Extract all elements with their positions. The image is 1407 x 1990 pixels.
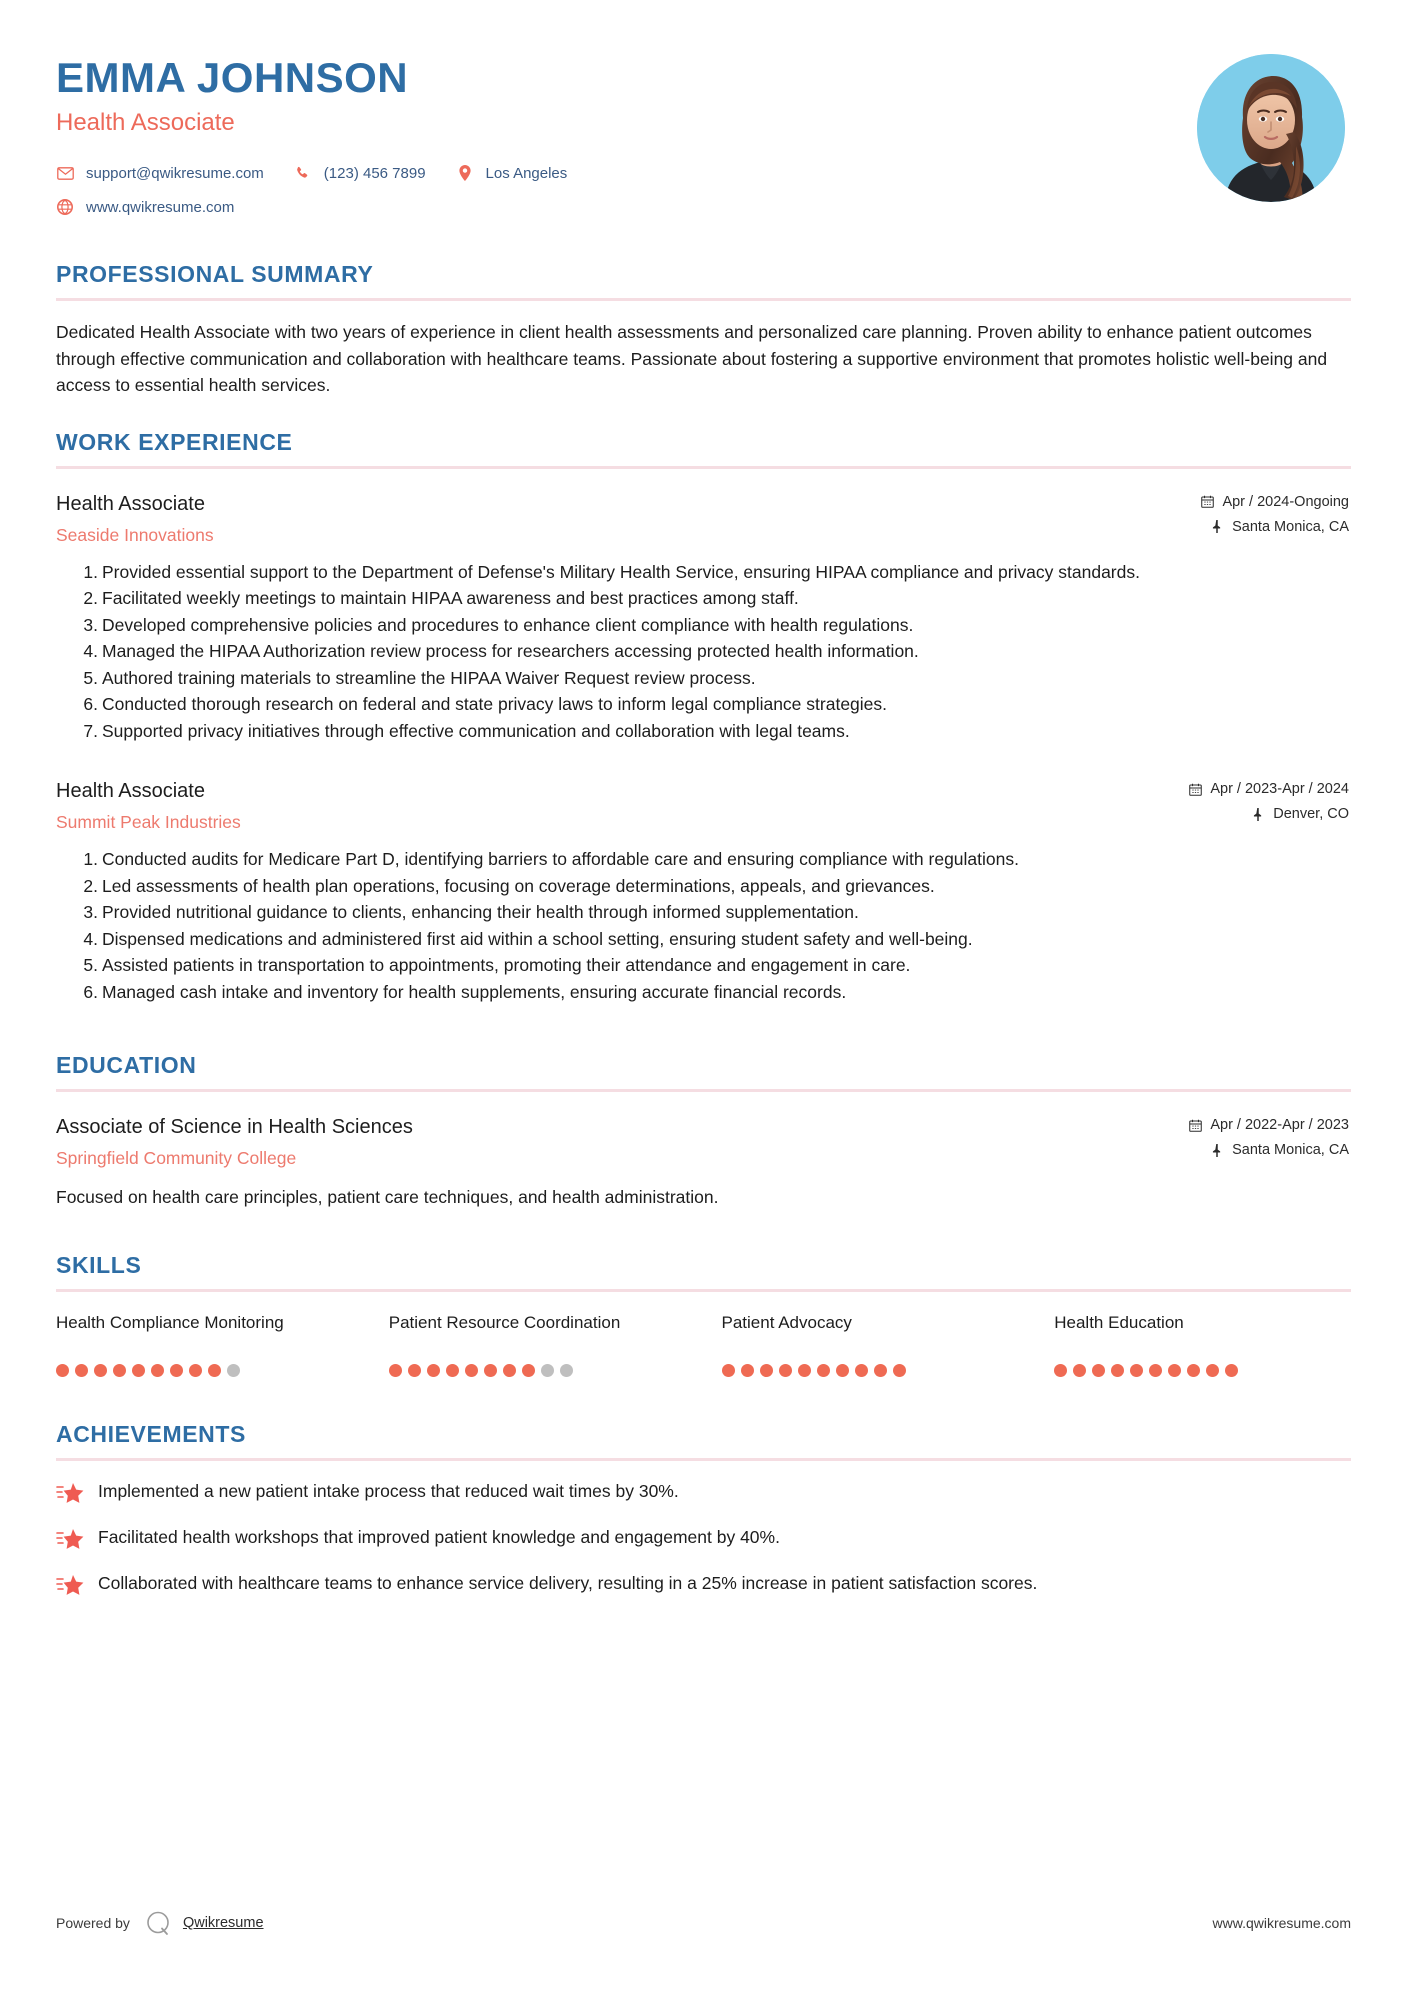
rating-dot-filled	[170, 1364, 183, 1377]
rating-dot-filled	[94, 1364, 107, 1377]
rating-dot-filled	[208, 1364, 221, 1377]
job-role-subtitle: Health Associate	[56, 109, 235, 137]
experience-location	[1188, 806, 1349, 822]
skill-rating-dots	[389, 1364, 686, 1377]
rating-dot-filled	[132, 1364, 145, 1377]
contact-location	[456, 164, 568, 182]
section-title-education: EDUCATION	[56, 1052, 197, 1079]
experience-dates	[1200, 494, 1349, 510]
resume-header	[56, 0, 1351, 231]
experience-bullet: Assisted patients in transportation to appointments, promoting their attendance and engagement in care.	[102, 955, 911, 976]
achievement-text: Facilitated health workshops that improved patient knowledge and engagement by 40%.	[98, 1527, 780, 1548]
education-dates	[1188, 1117, 1349, 1133]
map-pin-icon	[1210, 1143, 1224, 1157]
skill-label: Patient Advocacy	[721, 1313, 852, 1333]
summary-text: Dedicated Health Associate with two years of experience in client health assessments and personalized care planning. Proven ability to enhance patient outcomes through effective communication and collaboration with healthcare teams. Passionate about fostering a supportive environment that promotes holistic well-being and access to essential health services.	[56, 322, 1328, 396]
experience-bullet: Managed cash intake and inventory for health supplements, ensuring accurate financial records.	[102, 981, 847, 1002]
calendar-icon	[1200, 495, 1214, 509]
experience-bullet: Provided nutritional guidance to clients, enhancing their health through informed supplementation.	[102, 902, 859, 923]
profile-photo-graphic	[1197, 54, 1345, 202]
education-entry-header	[56, 1114, 1351, 1170]
rating-dot-filled	[151, 1364, 164, 1377]
calendar-icon	[1188, 1118, 1202, 1132]
section-divider	[56, 1458, 1351, 1461]
section-work-experience	[56, 429, 1351, 1007]
rating-dot-filled	[836, 1364, 849, 1377]
rating-dot-filled	[465, 1364, 478, 1377]
rating-dot-filled	[760, 1364, 773, 1377]
rating-dot-filled	[389, 1364, 402, 1377]
section-divider	[56, 298, 1351, 301]
rating-dot-filled	[1187, 1364, 1200, 1377]
experience-bullet: Supported privacy initiatives through effective communication and collaboration with legal teams.	[102, 720, 850, 741]
rating-dot-filled	[1130, 1364, 1143, 1377]
rating-dot-filled	[817, 1364, 830, 1377]
globe-icon	[56, 198, 74, 216]
rating-dot-empty	[541, 1364, 554, 1377]
experience-dates	[1188, 781, 1349, 797]
contact-email-text: support@qwikresume.com	[86, 164, 264, 182]
education-location-text: Santa Monica, CA	[1232, 1142, 1349, 1159]
experience-bullet: Dispensed medications and administered first aid within a school setting, ensuring student safety and well-being.	[102, 928, 973, 949]
qwikresume-logo-icon	[144, 1908, 174, 1938]
header-text-block	[56, 52, 1197, 231]
section-title-experience: WORK EXPERIENCE	[56, 428, 293, 455]
rating-dot-filled	[874, 1364, 887, 1377]
calendar-icon	[1188, 782, 1202, 796]
contact-phone-text: (123) 456 7899	[323, 164, 426, 182]
rating-dot-filled	[1149, 1364, 1162, 1377]
footer-powered-by	[56, 1908, 264, 1938]
experience-entry-header	[56, 778, 1351, 834]
rating-dot-filled	[522, 1364, 535, 1377]
experience-company: Seaside Innovations	[56, 524, 214, 545]
achievements-list	[56, 1479, 1351, 1598]
experience-bullet: Conducted thorough research on federal and state privacy laws to inform legal compliance strategies.	[102, 694, 888, 715]
skill-label: Patient Resource Coordination	[388, 1313, 621, 1333]
rating-dot-filled	[855, 1364, 868, 1377]
experience-dates-text: Apr / 2023-Apr / 2024	[1210, 781, 1349, 798]
contact-phone[interactable]	[294, 164, 426, 182]
map-pin-icon	[1210, 520, 1224, 534]
achievement-item	[56, 1571, 1351, 1598]
rating-dot-filled	[1206, 1364, 1219, 1377]
experience-bullet: Led assessments of health plan operations, focusing on coverage determinations, appeals, and grievances.	[102, 875, 935, 896]
rating-dot-filled	[56, 1364, 69, 1377]
experience-bullet: Authored training materials to streamline the HIPAA Waiver Request review process.	[102, 667, 756, 688]
skill-rating-dots	[56, 1364, 353, 1377]
section-achievements	[56, 1421, 1351, 1617]
experience-job-title: Health Associate	[56, 780, 205, 803]
achievement-item	[56, 1525, 1351, 1552]
achievement-item	[56, 1479, 1351, 1506]
experience-bullet: Managed the HIPAA Authorization review process for researchers accessing protected health information.	[102, 641, 919, 662]
achievement-text: Collaborated with healthcare teams to enhance service delivery, resulting in a 25% increase in patient satisfaction scores.	[98, 1573, 1038, 1594]
skill-item	[56, 1312, 353, 1377]
skill-rating-dots	[1054, 1364, 1351, 1377]
experience-bullet: Facilitated weekly meetings to maintain HIPAA awareness and best practices among staff.	[102, 588, 799, 609]
contact-website[interactable]	[56, 198, 234, 216]
rating-dot-filled	[1073, 1364, 1086, 1377]
achievement-text: Implemented a new patient intake process that reduced wait times by 30%.	[98, 1481, 679, 1502]
education-description: Focused on health care principles, patient care techniques, and health administration.	[56, 1187, 719, 1208]
location-pin-icon	[456, 164, 474, 182]
experience-entry	[56, 491, 1351, 745]
experience-entry-left	[56, 778, 1188, 834]
rating-dot-filled	[446, 1364, 459, 1377]
section-professional-summary	[56, 261, 1351, 399]
section-education	[56, 1052, 1351, 1210]
footer-brand-link[interactable]: Qwikresume	[182, 1915, 264, 1931]
page-footer	[56, 1868, 1351, 1990]
star-badge-icon	[56, 1526, 86, 1552]
rating-dot-filled	[722, 1364, 735, 1377]
skill-label: Health Compliance Monitoring	[56, 1313, 284, 1333]
rating-dot-filled	[75, 1364, 88, 1377]
star-badge-icon	[56, 1572, 86, 1598]
skill-item	[1054, 1312, 1351, 1377]
experience-entry-header	[56, 491, 1351, 547]
experience-entry-meta	[1200, 491, 1351, 544]
skills-grid	[56, 1312, 1351, 1377]
contact-row-primary	[56, 163, 1197, 183]
education-school: Springfield Community College	[56, 1148, 297, 1169]
rating-dot-filled	[1092, 1364, 1105, 1377]
contact-location-text: Los Angeles	[485, 164, 568, 182]
experience-bullet: Conducted audits for Medicare Part D, identifying barriers to affordable care and ensuring compliance with regulations.	[102, 849, 1019, 870]
rating-dot-filled	[893, 1364, 906, 1377]
contact-website-text: www.qwikresume.com	[86, 198, 235, 216]
rating-dot-filled	[1054, 1364, 1067, 1377]
contact-info	[56, 163, 1197, 217]
rating-dot-filled	[741, 1364, 754, 1377]
contact-row-secondary	[56, 197, 1197, 217]
skill-item	[389, 1312, 686, 1377]
rating-dot-empty	[560, 1364, 573, 1377]
rating-dot-filled	[408, 1364, 421, 1377]
experience-bullet: Provided essential support to the Department of Defense's Military Health Service, ensuring HIPAA compliance and privacy standards.	[102, 561, 1140, 582]
avatar	[1197, 54, 1345, 202]
rating-dot-filled	[113, 1364, 126, 1377]
skill-label: Health Education	[1054, 1313, 1184, 1333]
rating-dot-filled	[779, 1364, 792, 1377]
section-title-summary: PROFESSIONAL SUMMARY	[56, 261, 374, 288]
section-divider	[56, 1289, 1351, 1292]
rating-dot-filled	[189, 1364, 202, 1377]
experience-location	[1200, 519, 1349, 535]
profile-photo	[1197, 54, 1345, 202]
section-title-achievements: ACHIEVEMENTS	[56, 1421, 246, 1448]
experience-company: Summit Peak Industries	[56, 812, 241, 833]
rating-dot-filled	[484, 1364, 497, 1377]
experience-bullet-list	[56, 560, 1351, 745]
education-degree: Associate of Science in Health Sciences	[56, 1116, 413, 1139]
experience-job-title: Health Associate	[56, 492, 205, 515]
rating-dot-filled	[427, 1364, 440, 1377]
rating-dot-filled	[1168, 1364, 1181, 1377]
education-location	[1188, 1142, 1349, 1158]
rating-dot-empty	[227, 1364, 240, 1377]
skill-item	[722, 1312, 1019, 1377]
contact-email[interactable]	[56, 164, 264, 182]
rating-dot-filled	[798, 1364, 811, 1377]
footer-powered-by-label: Powered by	[56, 1915, 130, 1931]
page-title: EMMA JOHNSON	[56, 54, 409, 101]
experience-dates-text: Apr / 2024-Ongoing	[1222, 493, 1349, 510]
star-badge-icon	[56, 1480, 86, 1506]
section-skills	[56, 1252, 1351, 1377]
experience-entry	[56, 778, 1351, 1005]
rating-dot-filled	[1225, 1364, 1238, 1377]
phone-icon	[294, 164, 312, 182]
rating-dot-filled	[1111, 1364, 1124, 1377]
experience-entry-left	[56, 491, 1200, 547]
rating-dot-filled	[503, 1364, 516, 1377]
footer-website: www.qwikresume.com	[1212, 1915, 1351, 1931]
section-divider	[56, 1089, 1351, 1092]
education-entry	[56, 1114, 1351, 1210]
section-divider	[56, 466, 1351, 469]
experience-bullet-list	[56, 847, 1351, 1005]
map-pin-icon	[1251, 807, 1265, 821]
experience-bullet: Developed comprehensive policies and procedures to enhance client compliance with health regulations.	[102, 614, 914, 635]
education-entry-meta	[1188, 1114, 1351, 1167]
education-entry-left	[56, 1114, 1188, 1170]
envelope-icon	[56, 164, 74, 182]
education-dates-text: Apr / 2022-Apr / 2023	[1210, 1117, 1349, 1134]
experience-location-text: Denver, CO	[1273, 806, 1349, 823]
experience-location-text: Santa Monica, CA	[1232, 518, 1349, 535]
skill-rating-dots	[722, 1364, 1019, 1377]
section-title-skills: SKILLS	[56, 1252, 142, 1279]
experience-entry-meta	[1188, 778, 1351, 831]
